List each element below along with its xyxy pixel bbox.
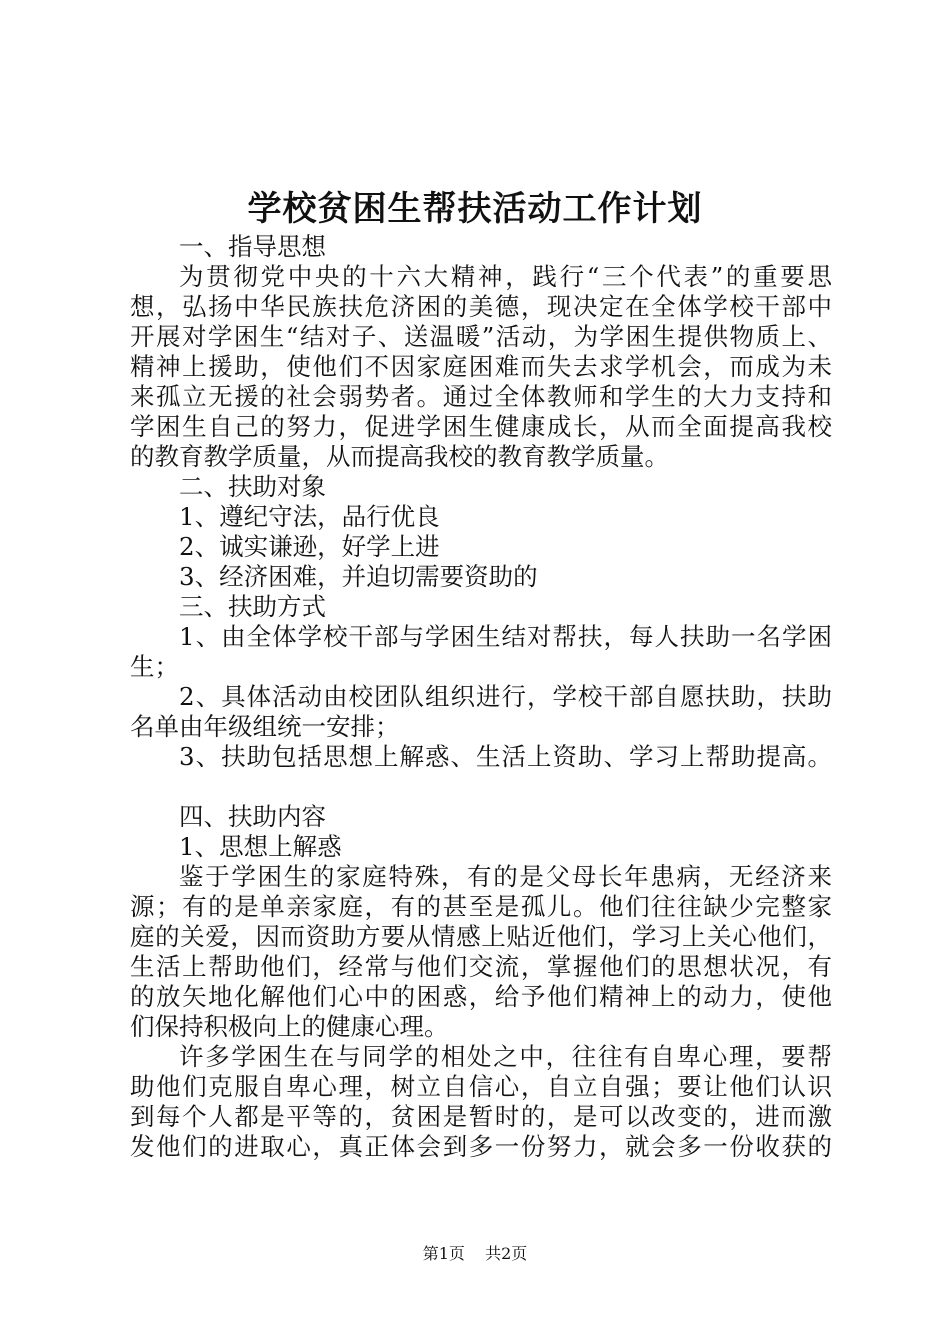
page-total: 共2页 (485, 1244, 528, 1263)
text-line: 生活上帮助他们，经常与他们交流，掌握他们的思想状况，有 (130, 952, 834, 981)
text-line: 2、诚实谦逊，好学上进 (179, 532, 440, 561)
text-line: 的放矢地化解他们心中的困惑，给予他们精神上的动力，使他 (130, 982, 834, 1011)
text-line: 三、扶助方式 (179, 592, 326, 621)
text-line: 1、由全体学校干部与学困生结对帮扶，每人扶助一名学困 (179, 622, 833, 651)
text-line: 们保持积极向上的健康心理。 (130, 1012, 449, 1041)
blank-line (130, 772, 832, 802)
text-line: 生； (130, 652, 179, 681)
text-line: 3、扶助包括思想上解惑、生活上资助、学习上帮助提高。 (179, 742, 833, 771)
text-line: 一、指导思想 (179, 232, 326, 261)
text-line: 鉴于学困生的家庭特殊，有的是父母长年患病，无经济来 (179, 862, 834, 891)
text-line: 精神上援助，使他们不因家庭困难而失去求学机会，而成为未 (130, 352, 834, 381)
text-line: 3、经济困难，并迫切需要资助的 (179, 562, 538, 591)
page-number: 第1页 (422, 1244, 465, 1263)
document-title: 学校贫困生帮扶活动工作计划 (247, 189, 703, 229)
text-line: 许多学困生在与同学的相处之中，往往有自卑心理，要帮 (179, 1042, 834, 1071)
text-line: 开展对学困生“结对子、送温暖”活动，为学困生提供物质上、 (130, 322, 834, 351)
text-line: 想，弘扬中华民族扶危济困的美德，现决定在全体学校干部中 (130, 292, 834, 321)
text-line: 助他们克服自卑心理，树立自信心，自立自强；要让他们认识 (130, 1072, 834, 1101)
text-line: 的教育教学质量，从而提高我校的教育教学质量。 (130, 442, 669, 471)
text-line: 发他们的进取心，真正体会到多一份努力，就会多一份收获的 (130, 1132, 834, 1161)
text-line: 2、具体活动由校团队组织进行，学校干部自愿扶助，扶助 (179, 682, 833, 711)
text-line: 1、思想上解惑 (179, 832, 342, 861)
text-line: 学困生自己的努力，促进学困生健康成长，从而全面提高我校 (130, 412, 834, 441)
text-line: 来孤立无援的社会弱势者。通过全体教师和学生的大力支持和 (130, 382, 834, 411)
text-line: 源；有的是单亲家庭，有的甚至是孤儿。他们往往缺少完整家 (130, 892, 834, 921)
document-body (130, 232, 835, 1162)
page-footer (0, 1244, 950, 1264)
text-line: 1、遵纪守法，品行优良 (179, 502, 440, 531)
text-line: 二、扶助对象 (179, 472, 326, 501)
text-line: 到每个人都是平等的，贫困是暂时的，是可以改变的，进而激 (130, 1102, 834, 1131)
text-line: 为贯彻党中央的十六大精神，践行“三个代表”的重要思 (179, 262, 835, 291)
text-line: 庭的关爱，因而资助方要从情感上贴近他们，学习上关心他们， (130, 922, 833, 951)
text-line: 名单由年级组统一安排； (130, 712, 400, 741)
text-line: 四、扶助内容 (179, 802, 326, 831)
